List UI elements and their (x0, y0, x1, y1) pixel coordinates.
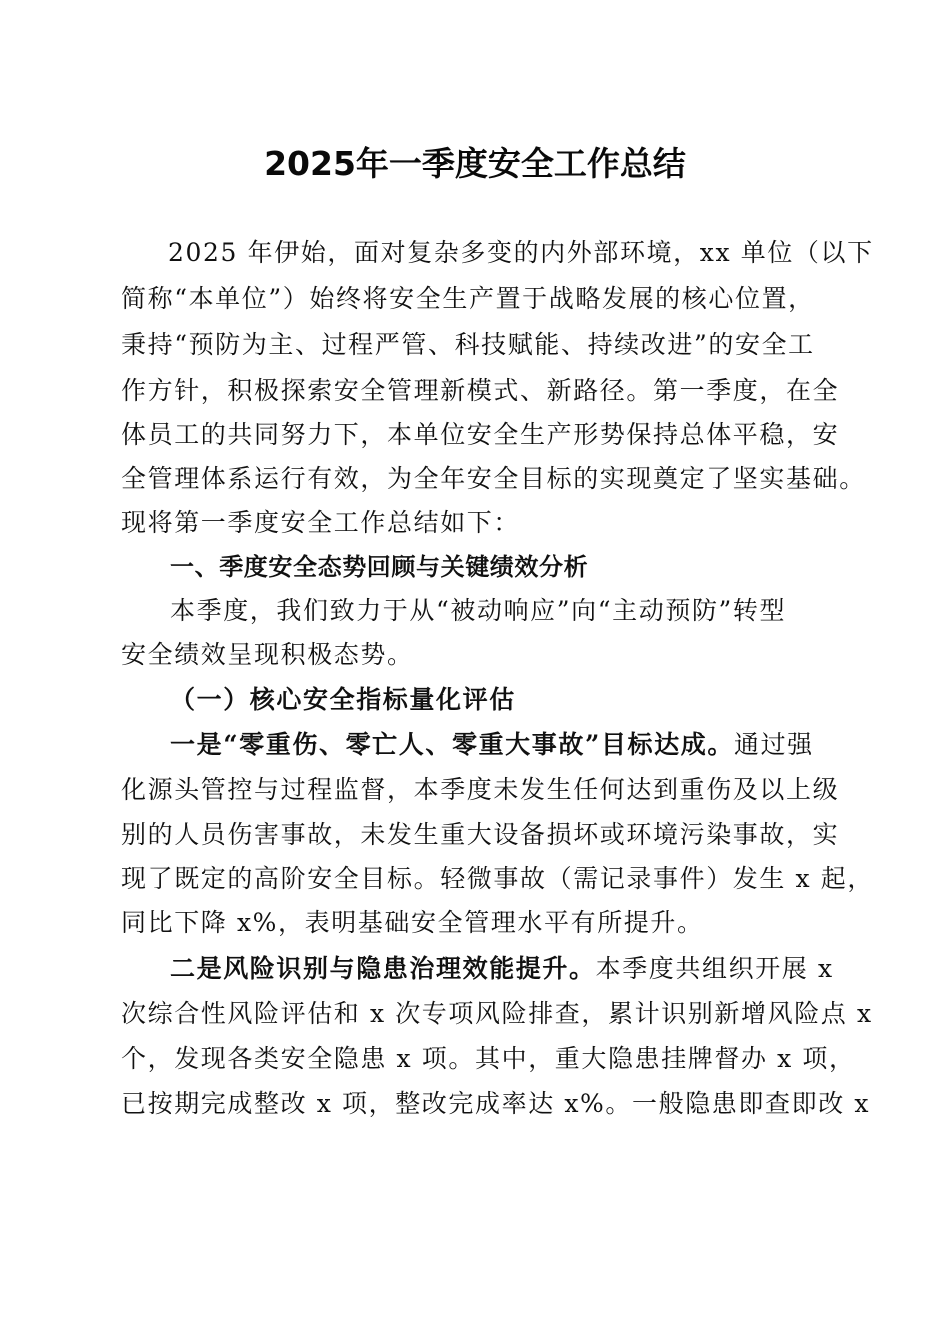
section-heading-1: 一、季度安全态势回顾与关键绩效分析 (170, 553, 589, 581)
item1-first-line (170, 728, 814, 762)
intro-line-2: 简称“本单位”）始终将安全生产置于战略发展的核心位置， (121, 284, 815, 313)
section1-line-1: 本季度，我们致力于从“被动响应”向“主动预防”转型 (170, 596, 787, 625)
item1-line-3: 别的人员伤害事故，未发生重大设备损坏或环境污染事故，实 (121, 820, 840, 849)
item1-first-rest: 通过强 (733, 730, 814, 759)
item2-first-rest: 本季度共组织开展 x (595, 954, 834, 983)
item1-line-5: 同比下降 x%，表明基础安全管理水平有所提升。 (121, 908, 704, 937)
intro-line-7: 现将第一季度安全工作总结如下： (121, 508, 521, 537)
section1-line-2: 安全绩效呈现积极态势。 (121, 640, 414, 669)
intro-line-6: 全管理体系运行有效，为全年安全目标的实现奠定了坚实基础。 (121, 464, 866, 493)
intro-line-5: 体员工的共同努力下，本单位安全生产形势保持总体平稳，安 (121, 420, 840, 449)
intro-line-3: 秉持“预防为主、过程严管、科技赋能、持续改进”的安全工 (121, 330, 815, 359)
item1-line-4: 现了既定的高阶安全目标。轻微事故（需记录事件）发生 x 起， (121, 864, 874, 893)
item2-lead: 二是风险识别与隐患治理效能提升。 (170, 954, 596, 983)
intro-line-4: 作方针，积极探索安全管理新模式、新路径。第一季度，在全 (121, 376, 840, 405)
subsection-heading-1: （一）核心安全指标量化评估 (170, 685, 516, 714)
item2-line-3: 个，发现各类安全隐患 x 项。其中，重大隐患挂牌督办 x 项， (121, 1044, 856, 1073)
item2-line-4: 已按期完成整改 x 项，整改完成率达 x%。一般隐患即查即改 x (121, 1089, 871, 1118)
item1-line-2: 化源头管控与过程监督，本季度未发生任何达到重伤及以上级 (121, 775, 840, 804)
item1-lead: 一是“零重伤、零亡人、零重大事故”目标达成。 (170, 730, 734, 759)
item2-line-2: 次综合性风险评估和 x 次专项风险排查，累计识别新增风险点 x (121, 999, 873, 1028)
item2-first-line (170, 952, 834, 986)
intro-line-1: 2025 年伊始，面对复杂多变的内外部环境，xx 单位（以下 (168, 238, 874, 267)
document-title: 2025年一季度安全工作总结 (264, 144, 686, 183)
